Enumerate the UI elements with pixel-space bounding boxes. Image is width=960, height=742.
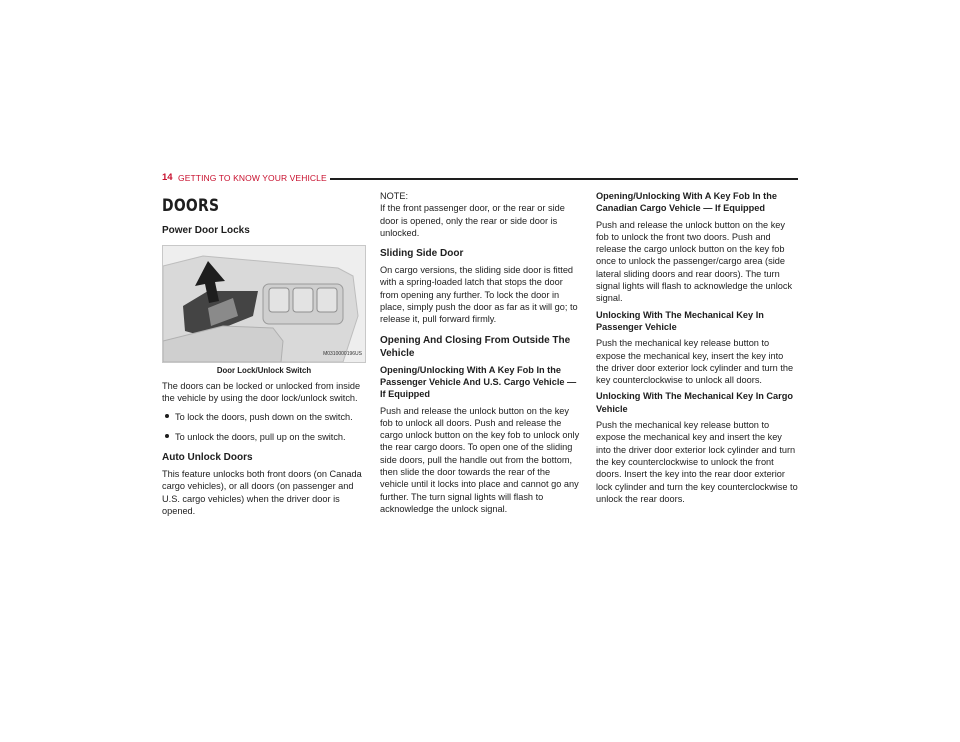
auto-unlock-heading: Auto Unlock Doors [162, 452, 253, 464]
bullet-text: To lock the doors, push down on the switch. [175, 411, 353, 422]
keyfob-us-heading: Opening/Unlocking With A Key Fob In the Passenger Vehicle And U.S. Cargo Vehicle — If Equipped [380, 364, 577, 400]
column-3 [596, 190, 798, 505]
mechanical-key-cargo-text: Push the mechanical key release button to expose the mechanical key and insert the key into the driver door exterior lock cylinder and turn the key counterclockwise to unlock the front doors. Insert the key into the rear door exterior lock cylinder and turn the key counterclockwise to unlock the rear doors. [596, 420, 798, 504]
bullet-dot-icon [165, 434, 169, 438]
figure-caption: Door Lock/Unlock Switch [216, 365, 312, 375]
section-title: GETTING TO KNOW YOUR VEHICLE [178, 172, 327, 183]
intro-text: The doors can be locked or unlocked from inside the vehicle by using the door lock/unlock switch. [162, 381, 361, 404]
door-switch-illustration [163, 246, 365, 362]
chapter-title: DOORS [162, 196, 220, 216]
sliding-door-text: On cargo versions, the sliding side door is fitted with a spring-loaded latch that stops the door from opening any further. To lock the door in place, simply push the door as far as it will go; to release it, pull forward firmly. [380, 265, 578, 325]
bullet-item [162, 431, 366, 443]
bullet-dot-icon [165, 414, 169, 418]
page-number: 14 [162, 172, 173, 183]
door-lock-switch-figure [162, 245, 366, 363]
bullet-item [162, 411, 366, 423]
column-2 [380, 190, 580, 515]
opening-closing-heading: Opening And Closing From Outside The Vehicle [380, 334, 571, 359]
header-rule [330, 178, 798, 180]
figure-code: M0310000196US [323, 350, 362, 357]
column-1 [162, 190, 366, 517]
note-label: NOTE: [380, 191, 409, 201]
sliding-door-heading: Sliding Side Door [380, 248, 464, 260]
keyfob-canada-heading: Opening/Unlocking With A Key Fob In the Canadian Cargo Vehicle — If Equipped [596, 191, 777, 214]
power-door-locks-heading: Power Door Locks [162, 225, 250, 236]
auto-unlock-text: This feature unlocks both front doors (on Canada cargo vehicles), or all doors (on passenger and U.S. cargo vehicles) when the driver door is opened. [162, 469, 362, 517]
mechanical-key-passenger-text: Push the mechanical key release button to expose the mechanical key, insert the key into the driver door exterior lock cylinder and turn the key counterclockwise to unlock all doors. [596, 338, 794, 386]
page-header [162, 172, 798, 186]
mechanical-key-passenger-heading: Unlocking With The Mechanical Key In Passenger Vehicle [596, 309, 764, 332]
note-text: If the front passenger door, or the rear or side door is opened, only the rear or side door is unlocked. [380, 203, 565, 238]
keyfob-canada-text: Push and release the unlock button on the key fob to unlock the front two doors. Push and release the cargo unlock button on the key fob once to unlock the passenger/cargo area (side lateral sliding doors and rear doors). The turn signal lights will flash to acknowledge the unlock signal. [596, 219, 793, 304]
keyfob-us-text: Push and release the unlock button on the key fob to unlock all doors. Push and release the cargo unlock button on the key fob to unlock only the rear cargo doors. To open one of the sliding side doors, pull the handle out from the bottom, then slide the door towards the rear of the vehicle until it locks into place and cannot go any further. The turn signal lights will flash to acknowledge the unlock signal. [380, 405, 580, 514]
bullet-text: To unlock the doors, pull up on the switch. [175, 431, 346, 442]
mechanical-key-cargo-heading: Unlocking With The Mechanical Key In Cargo Vehicle [596, 391, 793, 414]
